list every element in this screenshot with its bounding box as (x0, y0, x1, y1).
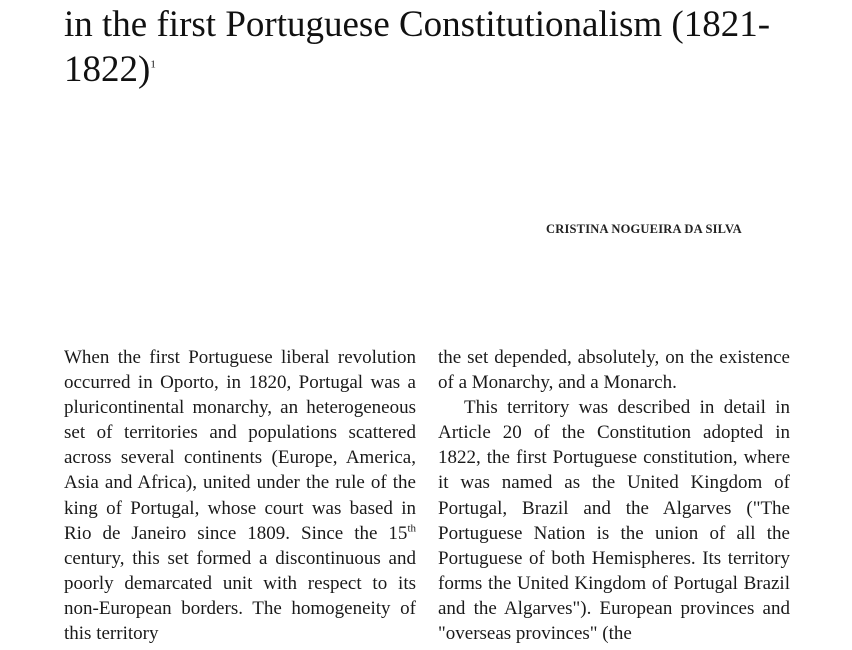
paragraph-text-cont: century, this set formed a discontinuous and poorly demarcated unit with respect to its non-European borders. The homogeneity of this territory (64, 547, 416, 645)
paragraph-text: When the first Portuguese liberal revolution occurred in Oporto, in 1820, Portugal was a pluricontinental monarchy, an heterogeneous set of territories and populations scattered across several continents (Europe, America, Asia and Africa), united under the rule of the king of Portugal, whose court was based in Rio de Janeiro since 1809. Since the 15 (64, 347, 416, 544)
paragraph: This territory was described in detail in Article 20 of the Constitution adopted in 1822, the first Portuguese constitution, where it was named as the United Kingdom of Portugal, Brazil and the Algarves ("The Portuguese Nation is the union of all the Portuguese of both Hemispheres. Its territory forms the United Kingdom of Portugal Brazil and the Algarves"). European provinces and "overseas provinces" (the (438, 397, 790, 645)
author-name: CRISTINA NOGUEIRA DA SILVA (546, 222, 742, 236)
superscript-th: th (407, 522, 416, 535)
title-footnote-mark[interactable]: 1 (150, 58, 156, 71)
right-column (438, 345, 790, 646)
title-text: in the first Portuguese Constitutionalism (1821-1822) (64, 4, 771, 90)
article-title (64, 2, 804, 92)
left-column (64, 345, 416, 646)
paragraph (64, 345, 416, 646)
paragraph: the set depended, absolutely, on the existence of a Monarchy, and a Monarch. (438, 347, 790, 394)
